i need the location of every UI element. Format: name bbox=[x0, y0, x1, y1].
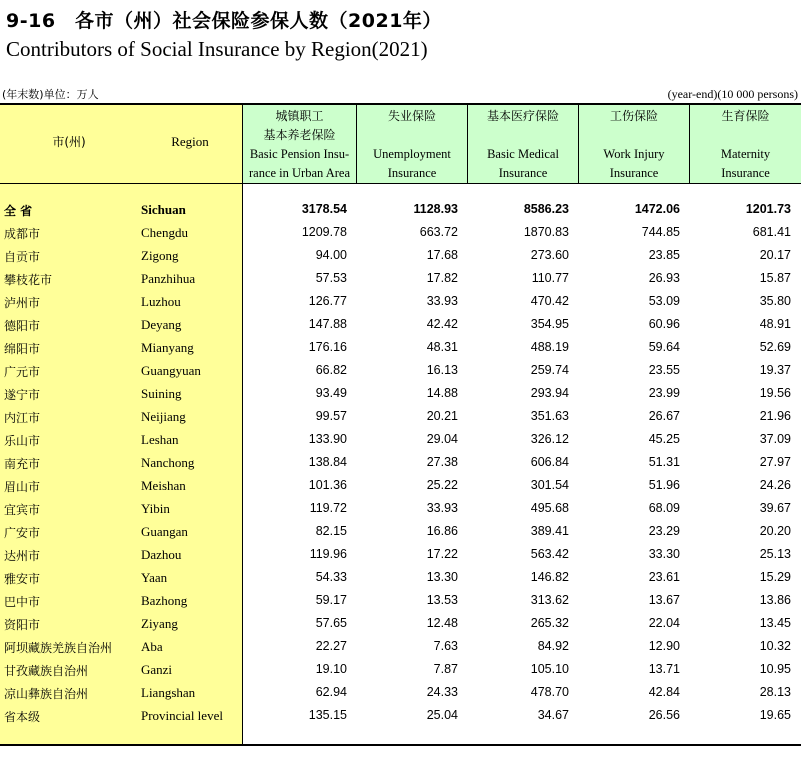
region-name-en: Nanchong bbox=[141, 455, 195, 470]
header-unemployment-cn: 失业保险 bbox=[387, 109, 436, 123]
table-row bbox=[0, 498, 801, 521]
header-pension-cn-line1: 城镇职工 bbox=[275, 109, 324, 123]
header-unemployment-en-line2: Insurance bbox=[387, 166, 437, 180]
work-injury-value: 23.61 bbox=[648, 570, 680, 584]
work-injury-value: 744.85 bbox=[641, 225, 680, 239]
region-name-en: Liangshan bbox=[141, 685, 196, 700]
maternity-value: 10.95 bbox=[759, 662, 791, 676]
work-injury-value: 51.96 bbox=[648, 478, 680, 492]
table-row bbox=[0, 544, 801, 567]
city-name-cn: 达州市 bbox=[4, 549, 41, 563]
table-row bbox=[0, 268, 801, 291]
header-maternity-en-line1: Maternity bbox=[720, 147, 771, 161]
city-name-cn: 泸州市 bbox=[4, 296, 41, 310]
unit-note-cn: (年末数)单位：万人 bbox=[2, 88, 99, 101]
header-city-cn: 市(州) bbox=[52, 135, 86, 149]
pension-value: 101.36 bbox=[308, 478, 347, 492]
city-name-cn: 甘孜藏族自治州 bbox=[4, 664, 89, 678]
city-name-cn: 遂宁市 bbox=[4, 388, 41, 402]
table-row bbox=[0, 682, 801, 705]
city-name-cn: 全 省 bbox=[4, 204, 33, 218]
table-row bbox=[0, 291, 801, 314]
region-name-en: Dazhou bbox=[141, 547, 182, 562]
medical-value: 259.74 bbox=[530, 363, 569, 377]
pension-value: 57.65 bbox=[315, 616, 347, 630]
maternity-value: 10.32 bbox=[759, 639, 791, 653]
table-row bbox=[0, 521, 801, 544]
unemployment-value: 663.72 bbox=[419, 225, 458, 239]
pension-value: 62.94 bbox=[315, 685, 347, 699]
header-pension-en-line1: Basic Pension Insu- bbox=[249, 147, 350, 161]
region-name-en: Panzhihua bbox=[141, 271, 196, 286]
unemployment-value: 24.33 bbox=[426, 685, 458, 699]
unemployment-value: 25.04 bbox=[426, 708, 458, 722]
unemployment-value: 25.22 bbox=[426, 478, 458, 492]
header-medical bbox=[468, 105, 578, 183]
work-injury-value: 23.85 bbox=[648, 248, 680, 262]
unemployment-value: 7.63 bbox=[433, 639, 458, 653]
pension-value: 82.15 bbox=[315, 524, 347, 538]
maternity-value: 52.69 bbox=[759, 340, 791, 354]
pension-value: 57.53 bbox=[315, 271, 347, 285]
table-row bbox=[0, 314, 801, 337]
header-unemployment-en-line1: Unemployment bbox=[373, 147, 451, 161]
maternity-value: 15.87 bbox=[759, 271, 791, 285]
work-injury-value: 51.31 bbox=[648, 455, 680, 469]
region-name-en: Guangyuan bbox=[141, 363, 201, 378]
maternity-value: 24.26 bbox=[759, 478, 791, 492]
table-row-total bbox=[0, 199, 801, 222]
table-row bbox=[0, 475, 801, 498]
work-injury-value: 26.67 bbox=[648, 409, 680, 423]
maternity-value: 37.09 bbox=[759, 432, 791, 446]
table-row bbox=[0, 383, 801, 406]
work-injury-value: 33.30 bbox=[648, 547, 680, 561]
maternity-value: 19.37 bbox=[759, 363, 791, 377]
table-header-rule bbox=[0, 183, 801, 184]
work-injury-value: 1472.06 bbox=[634, 202, 680, 216]
medical-value: 105.10 bbox=[530, 662, 569, 676]
medical-value: 301.54 bbox=[530, 478, 569, 492]
region-name-en: Zigong bbox=[141, 248, 179, 263]
pension-value: 93.49 bbox=[315, 386, 347, 400]
maternity-value: 15.29 bbox=[759, 570, 791, 584]
page-title-en: Contributors of Social Insurance by Region(2021) bbox=[6, 37, 428, 61]
medical-value: 84.92 bbox=[537, 639, 569, 653]
pension-value: 94.00 bbox=[315, 248, 347, 262]
pension-value: 176.16 bbox=[308, 340, 347, 354]
city-name-cn: 阿坝藏族羌族自治州 bbox=[4, 641, 113, 655]
city-name-cn: 广安市 bbox=[4, 526, 41, 540]
medical-value: 8586.23 bbox=[523, 202, 569, 216]
medical-value: 326.12 bbox=[530, 432, 569, 446]
maternity-value: 19.56 bbox=[759, 386, 791, 400]
header-medical-en-line2: Insurance bbox=[498, 166, 548, 180]
maternity-value: 1201.73 bbox=[745, 202, 791, 216]
medical-value: 273.60 bbox=[530, 248, 569, 262]
medical-value: 389.41 bbox=[530, 524, 569, 538]
header-pension bbox=[243, 105, 356, 183]
city-name-cn: 自贡市 bbox=[4, 250, 41, 264]
medical-value: 606.84 bbox=[530, 455, 569, 469]
region-name-en: Provincial level bbox=[141, 708, 223, 723]
header-unemployment bbox=[357, 105, 467, 183]
header-maternity-cn: 生育保险 bbox=[721, 109, 770, 123]
city-name-cn: 攀枝花市 bbox=[4, 273, 53, 287]
unemployment-value: 33.93 bbox=[426, 501, 458, 515]
medical-value: 146.82 bbox=[530, 570, 569, 584]
region-name-en: Aba bbox=[141, 639, 163, 654]
header-work-injury-cn: 工伤保险 bbox=[609, 109, 658, 123]
unemployment-value: 16.13 bbox=[426, 363, 458, 377]
table-row bbox=[0, 636, 801, 659]
city-name-cn: 眉山市 bbox=[4, 480, 41, 494]
unemployment-value: 12.48 bbox=[426, 616, 458, 630]
unemployment-value: 33.93 bbox=[426, 294, 458, 308]
medical-value: 354.95 bbox=[530, 317, 569, 331]
maternity-value: 21.96 bbox=[759, 409, 791, 423]
region-name-en: Yaan bbox=[141, 570, 168, 585]
medical-value: 478.70 bbox=[530, 685, 569, 699]
city-name-cn: 乐山市 bbox=[4, 434, 41, 448]
maternity-value: 39.67 bbox=[759, 501, 791, 515]
region-name-en: Sichuan bbox=[141, 202, 186, 217]
pension-value: 119.96 bbox=[309, 547, 347, 561]
medical-value: 495.68 bbox=[530, 501, 569, 515]
pension-value: 3178.54 bbox=[301, 202, 347, 216]
unemployment-value: 1128.93 bbox=[413, 202, 458, 216]
pension-value: 19.10 bbox=[315, 662, 347, 676]
header-maternity bbox=[690, 105, 801, 183]
header-pension-en-line2: rance in Urban Area bbox=[249, 166, 350, 180]
table-row bbox=[0, 337, 801, 360]
header-work-injury-en-line2: Insurance bbox=[609, 166, 659, 180]
medical-value: 488.19 bbox=[530, 340, 569, 354]
pension-value: 119.72 bbox=[309, 501, 347, 515]
city-name-cn: 雅安市 bbox=[4, 572, 41, 586]
region-name-en: Chengdu bbox=[141, 225, 188, 240]
work-injury-value: 13.67 bbox=[648, 593, 680, 607]
unemployment-value: 27.38 bbox=[426, 455, 458, 469]
table-row bbox=[0, 590, 801, 613]
work-injury-value: 68.09 bbox=[648, 501, 680, 515]
region-name-en: Yibin bbox=[141, 501, 170, 516]
unemployment-value: 42.42 bbox=[426, 317, 458, 331]
city-name-cn: 巴中市 bbox=[4, 595, 41, 609]
region-name-en: Suining bbox=[141, 386, 182, 401]
unemployment-value: 17.82 bbox=[426, 271, 458, 285]
pension-value: 126.77 bbox=[308, 294, 347, 308]
work-injury-value: 60.96 bbox=[648, 317, 680, 331]
table-row bbox=[0, 429, 801, 452]
region-name-en: Leshan bbox=[141, 432, 179, 447]
unemployment-value: 20.21 bbox=[426, 409, 458, 423]
header-work-injury-en-line1: Work Injury bbox=[603, 147, 665, 161]
region-name-en: Neijiang bbox=[141, 409, 186, 424]
medical-value: 265.32 bbox=[530, 616, 569, 630]
work-injury-value: 53.09 bbox=[648, 294, 680, 308]
table-row bbox=[0, 245, 801, 268]
work-injury-value: 23.55 bbox=[648, 363, 680, 377]
unit-note-en: (year-end)(10 000 persons) bbox=[667, 87, 798, 101]
pension-value: 22.27 bbox=[315, 639, 347, 653]
city-name-cn: 广元市 bbox=[4, 365, 41, 379]
maternity-value: 28.13 bbox=[759, 685, 791, 699]
medical-value: 110.77 bbox=[531, 271, 569, 285]
maternity-value: 13.45 bbox=[759, 616, 791, 630]
work-injury-value: 26.56 bbox=[648, 708, 680, 722]
region-name-en: Ziyang bbox=[141, 616, 178, 631]
city-name-cn: 凉山彝族自治州 bbox=[4, 687, 89, 701]
pension-value: 138.84 bbox=[308, 455, 347, 469]
maternity-value: 13.86 bbox=[759, 593, 791, 607]
region-name-en: Meishan bbox=[141, 478, 186, 493]
unemployment-value: 17.68 bbox=[426, 248, 458, 262]
table-row bbox=[0, 222, 801, 245]
work-injury-value: 12.90 bbox=[648, 639, 680, 653]
medical-value: 351.63 bbox=[530, 409, 569, 423]
pension-value: 133.90 bbox=[308, 432, 347, 446]
unemployment-value: 7.87 bbox=[433, 662, 458, 676]
city-name-cn: 宜宾市 bbox=[4, 503, 41, 517]
city-name-cn: 南充市 bbox=[4, 457, 41, 471]
header-medical-en-line1: Basic Medical bbox=[487, 147, 559, 161]
unemployment-value: 48.31 bbox=[426, 340, 458, 354]
pension-value: 99.57 bbox=[315, 409, 347, 423]
city-name-cn: 绵阳市 bbox=[4, 342, 41, 356]
table-row bbox=[0, 406, 801, 429]
maternity-value: 48.91 bbox=[759, 317, 791, 331]
pension-value: 135.15 bbox=[308, 708, 347, 722]
unemployment-value: 13.30 bbox=[426, 570, 458, 584]
work-injury-value: 23.99 bbox=[648, 386, 680, 400]
maternity-value: 27.97 bbox=[759, 455, 791, 469]
maternity-value: 20.20 bbox=[759, 524, 791, 538]
unemployment-value: 16.86 bbox=[426, 524, 458, 538]
medical-value: 563.42 bbox=[530, 547, 569, 561]
unemployment-value: 17.22 bbox=[426, 547, 458, 561]
city-name-cn: 内江市 bbox=[4, 411, 41, 425]
city-name-cn: 德阳市 bbox=[4, 319, 41, 333]
maternity-value: 681.41 bbox=[752, 225, 791, 239]
city-name-cn: 资阳市 bbox=[4, 618, 41, 632]
header-region-en: Region bbox=[171, 134, 209, 149]
work-injury-value: 42.84 bbox=[648, 685, 680, 699]
table-row bbox=[0, 613, 801, 636]
pension-value: 59.17 bbox=[315, 593, 347, 607]
region-name-en: Ganzi bbox=[141, 662, 173, 677]
maternity-value: 25.13 bbox=[759, 547, 791, 561]
maternity-value: 20.17 bbox=[759, 248, 791, 262]
medical-value: 34.67 bbox=[537, 708, 569, 722]
region-name-en: Mianyang bbox=[141, 340, 194, 355]
region-name-en: Luzhou bbox=[141, 294, 181, 309]
header-pension-cn-line2: 基本养老保险 bbox=[263, 128, 336, 142]
page-title-cn: 9-16 各市（州）社会保险参保人数（2021年） bbox=[6, 10, 442, 32]
work-injury-value: 59.64 bbox=[648, 340, 680, 354]
region-name-en: Bazhong bbox=[141, 593, 188, 608]
maternity-value: 35.80 bbox=[759, 294, 791, 308]
table-row bbox=[0, 452, 801, 475]
table-row bbox=[0, 659, 801, 682]
table-row bbox=[0, 360, 801, 383]
medical-value: 470.42 bbox=[530, 294, 569, 308]
work-injury-value: 23.29 bbox=[648, 524, 680, 538]
unemployment-value: 13.53 bbox=[426, 593, 458, 607]
region-name-en: Deyang bbox=[141, 317, 182, 332]
region-name-en: Guangan bbox=[141, 524, 188, 539]
city-name-cn: 成都市 bbox=[4, 227, 41, 241]
work-injury-value: 45.25 bbox=[648, 432, 680, 446]
table-bottom-rule bbox=[0, 744, 801, 746]
work-injury-value: 13.71 bbox=[648, 662, 680, 676]
medical-value: 313.62 bbox=[530, 593, 569, 607]
pension-value: 66.82 bbox=[315, 363, 347, 377]
work-injury-value: 26.93 bbox=[648, 271, 680, 285]
medical-value: 1870.83 bbox=[523, 225, 569, 239]
header-medical-cn: 基本医疗保险 bbox=[486, 109, 559, 123]
city-name-cn: 省本级 bbox=[4, 710, 41, 724]
pension-value: 147.88 bbox=[308, 317, 347, 331]
pension-value: 54.33 bbox=[315, 570, 347, 584]
table-row bbox=[0, 567, 801, 590]
unemployment-value: 14.88 bbox=[426, 386, 458, 400]
work-injury-value: 22.04 bbox=[648, 616, 680, 630]
unemployment-value: 29.04 bbox=[426, 432, 458, 446]
header-work-injury bbox=[579, 105, 689, 183]
header-maternity-en-line2: Insurance bbox=[721, 166, 770, 180]
medical-value: 293.94 bbox=[530, 386, 569, 400]
table-row bbox=[0, 705, 801, 728]
pension-value: 1209.78 bbox=[301, 225, 347, 239]
maternity-value: 19.65 bbox=[759, 708, 791, 722]
